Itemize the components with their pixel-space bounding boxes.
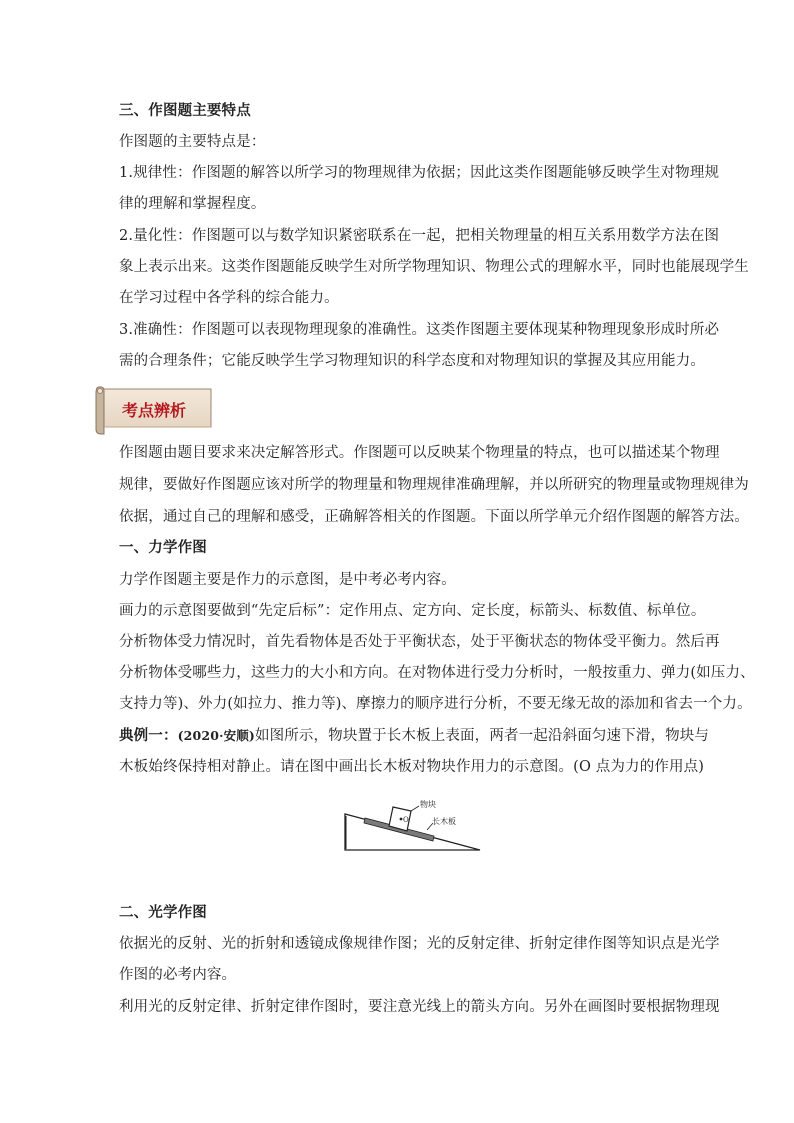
paragraph-text: 作图的必考内容。: [119, 967, 237, 983]
example-text: 如图所示，物块置于长木板上表面，两者一起沿斜面匀速下滑，物块与: [254, 728, 710, 744]
block-label: 物块: [420, 800, 436, 809]
paragraph-text: 力学作图题主要是作力的示意图，是中考必考内容。: [119, 572, 456, 588]
board-label: 长木板: [432, 817, 456, 826]
point-o-label: O: [403, 816, 409, 824]
paragraph-text: 需的合理条件；它能反映学生学习物理知识的科学态度和对物理知识的掌握及其应用能力。: [119, 353, 705, 369]
paragraph-text: 3.准确性：作图题可以表现物理现象的准确性。这类作图题主要体现某种物理现象形成时所必: [119, 322, 720, 338]
optics-heading: 二、光学作图: [119, 904, 207, 921]
paragraph-text: 利用光的反射定律、折射定律作图时，要注意光线上的箭头方向。另外在画图时要根据物理现: [119, 999, 720, 1015]
paragraph-text: 画力的示意图要做到“先定后标”：定作用点、定方向、定长度，标箭头、标数值、标单位。: [119, 603, 706, 619]
paragraph-text: 分析物体受力情况时，首先看物体是否处于平衡状态，处于平衡状态的物体受平衡力。然后再: [119, 634, 720, 650]
banner-label: 考点辨析: [122, 401, 187, 420]
section3-heading: 三、作图题主要特点: [119, 102, 251, 119]
paragraph-text: 2.量化性：作图题可以与数学知识紧密联系在一起，把相关物理量的相互关系用数学方法在图: [119, 228, 720, 244]
paragraph-text: 在学习过程中各学科的综合能力。: [119, 290, 339, 306]
paragraph-text: 象上表示出来。这类作图题能反映学生对所学物理知识、物理公式的理解水平，同时也能展现学生: [119, 259, 749, 275]
section3-intro: 作图题的主要特点是：: [119, 134, 266, 150]
example-source: (2020·安顺): [177, 728, 255, 743]
example-line: [119, 726, 709, 746]
paragraph-text: 分析物体受哪些力，这些力的大小和方向。在对物体进行受力分析时，一般按重力、弹力(如压力、: [119, 665, 755, 681]
paragraph-text: 律的理解和掌握程度。: [119, 196, 266, 212]
paragraph-text: 依据光的反射、光的折射和透镜成像规律作图；光的反射定律、折射定律作图等知识点是光学: [119, 936, 720, 952]
mechanics-heading: 一、力学作图: [119, 539, 207, 556]
example-label: 典例一：: [119, 727, 178, 744]
paragraph-text: 木板始终保持相对静止。请在图中画出长木板对物块作用力的示意图。(O 点为力的作用点): [119, 759, 705, 775]
paragraph-text: 1.规律性：作图题的解答以所学习的物理规律为依据；因此这类作图题能够反映学生对物理规: [119, 165, 720, 181]
paragraph-text: 依据，通过自己的理解和感受，正确解答相关的作图题。下面以所学单元介绍作图题的解答方法。: [119, 509, 749, 525]
paragraph-text: 作图题由题目要求来决定解答形式。作图题可以反映某个物理量的特点，也可以描述某个物理: [119, 445, 720, 461]
paragraph-text: 支持力等)、外力(如拉力、推力等)、摩擦力的顺序进行分析，不要无缘无故的添加和省去一个力。: [119, 696, 752, 712]
incline-figure: [342, 790, 482, 854]
point-o: [400, 818, 403, 821]
paragraph-text: 规律，要做好作图题应该对所学的物理量和物理规律准确理解，并以所研究的物理量或物理规律为: [119, 477, 749, 493]
